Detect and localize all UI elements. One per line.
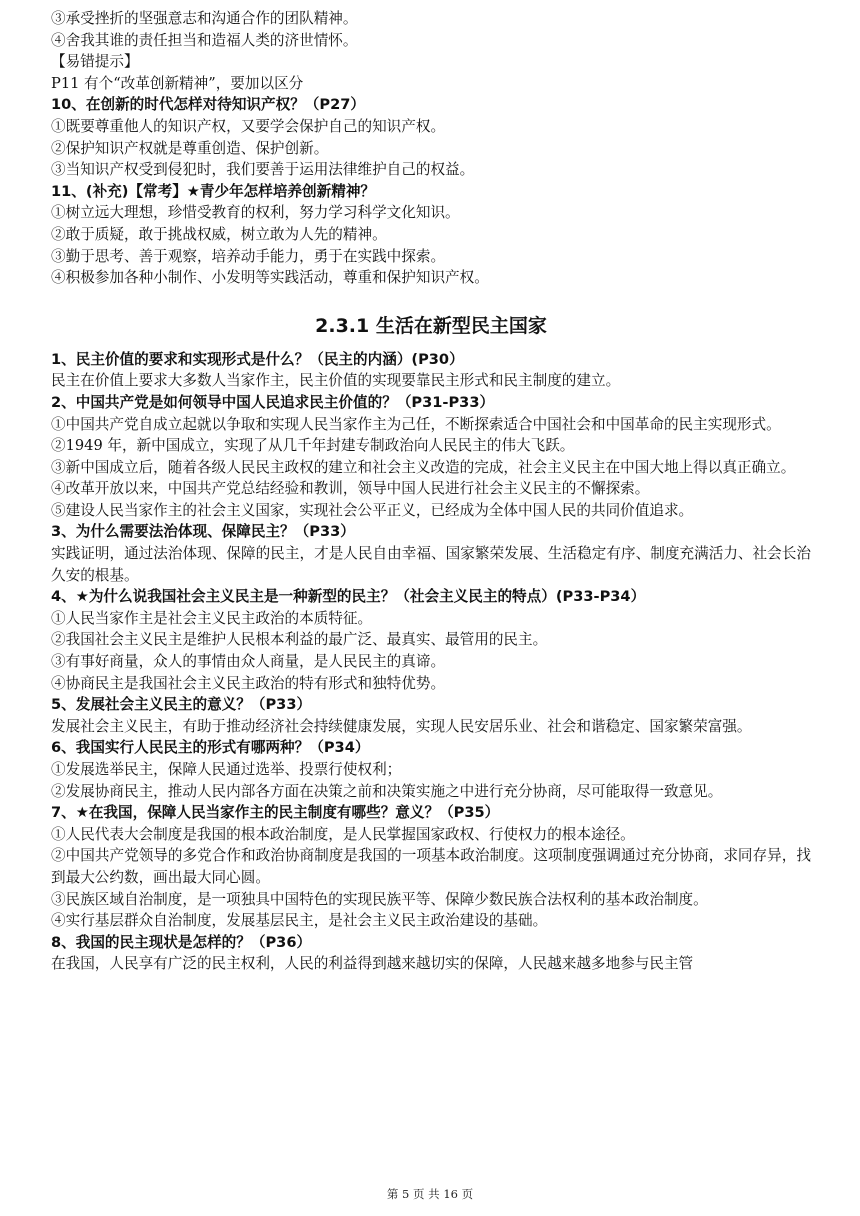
list-item: ③民族区域自治制度，是一项独具中国特色的实现民族平等、保障少数民族合法权利的基本政治制度。 <box>51 890 708 908</box>
list-item: ③勤于思考、善于观察，培养动手能力，勇于在实践中探索。 <box>51 247 446 265</box>
list-item: ①发展选举民主，保障人民通过选举、投票行使权利； <box>51 761 402 778</box>
answer-text: 在我国，人民享有广泛的民主权利，人民的利益得到越来越切实的保障，人民越来越多地参与民主管 <box>51 955 694 973</box>
question-title: 10、在创新的时代怎样对待知识产权？（P27） <box>51 96 366 114</box>
question-title: 3、为什么需要法治体现、保障民主？（P33） <box>51 523 355 541</box>
document-page <box>51 8 811 975</box>
question-title: 6、我国实行人民民主的形式有哪两种？（P34） <box>51 739 370 757</box>
tip-text: P11 有个“改革创新精神”，要加以区分 <box>51 74 304 92</box>
question-title: 2、中国共产党是如何领导中国人民追求民主价值的？（P31-P33） <box>51 393 495 411</box>
list-item: ③新中国成立后，随着各级人民民主政权的建立和社会主义改造的完成，社会主义民主在中国大地上得以真正确立。 <box>51 458 796 476</box>
question-title: 4、★为什么说我国社会主义民主是一种新型的民主？（社会主义民主的特点）(P33-P34） <box>51 588 646 606</box>
tip-label: 【易错提示】 <box>51 53 139 71</box>
question-title: 7、★在我国，保障人民当家作主的民主制度有哪些？意义？（P35） <box>51 804 500 822</box>
list-item: ④改革开放以来，中国共产党总结经验和教训，领导中国人民进行社会主义民主的不懈探索。 <box>51 480 650 498</box>
list-item: ⑤建设人民当家作主的社会主义国家，实现社会公平正义，已经成为全体中国人民的共同价值追求。 <box>51 501 694 519</box>
list-item: ②1949 年，新中国成立，实现了从几千年封建专制政治向人民民主的伟大飞跃。 <box>51 437 575 455</box>
list-item: ②保护知识产权就是尊重创造、保护创新。 <box>51 139 329 157</box>
list-item: ④积极参加各种小制作、小发明等实践活动，尊重和保护知识产权。 <box>51 269 489 287</box>
list-item: ③有事好商量，众人的事情由众人商量，是人民民主的真谛。 <box>51 653 446 671</box>
list-item: ④实行基层群众自治制度，发展基层民主，是社会主义民主政治建设的基础。 <box>51 912 548 930</box>
list-item: ①中国共产党自成立起就以争取和实现人民当家作主为己任，不断探索适合中国社会和中国革命的民主实现形式。 <box>51 415 781 433</box>
answer-text: 民主在价值上要求大多数人当家作主，民主价值的实现要靠民主形式和民主制度的建立。 <box>51 372 621 390</box>
list-item: ③当知识产权受到侵犯时，我们要善于运用法律维护自己的权益。 <box>51 161 475 179</box>
question-title: 5、发展社会主义民主的意义？（P33） <box>51 696 312 714</box>
list-item: ②中国共产党领导的多党合作和政治协商制度是我国的一项基本政治制度。这项制度强调通过充分协商，求同存异，找到最大公约数，画出最大同心圆。 <box>51 847 811 886</box>
question-title: 11、(补充)【常考】★青少年怎样培养创新精神？ <box>51 182 376 200</box>
list-item: ①既要尊重他人的知识产权，又要学会保护自己的知识产权。 <box>51 117 446 135</box>
question-title: 8、我国的民主现状是怎样的？（P36） <box>51 933 312 951</box>
list-item: ②我国社会主义民主是维护人民根本利益的最广泛、最真实、最管用的民主。 <box>51 631 548 649</box>
list-item: ①树立远大理想，珍惜受教育的权利，努力学习科学文化知识。 <box>51 204 460 222</box>
question-title: 1、民主价值的要求和实现形式是什么？（民主的内涵）(P30） <box>51 350 464 368</box>
list-item: ④协商民主是我国社会主义民主政治的特有形式和独特优势。 <box>51 674 446 692</box>
list-item: ②敢于质疑，敢于挑战权威，树立敢为人先的精神。 <box>51 225 387 243</box>
answer-text: 发展社会主义民主，有助于推动经济社会持续健康发展，实现人民安居乐业、社会和谐稳定、国家繁荣富强。 <box>51 717 752 735</box>
section-title: 2.3.1 生活在新型民主国家 <box>315 314 547 337</box>
list-item: ①人民当家作主是社会主义民主政治的本质特征。 <box>51 609 373 627</box>
answer-text: 实践证明，通过法治体现、保障的民主，才是人民自由幸福、国家繁荣发展、生活稳定有序、制度充满活力、社会长治久安的根基。 <box>51 545 811 584</box>
page-footer: 第 5 页 共 16 页 <box>386 1187 474 1201</box>
list-item: ①人民代表大会制度是我国的根本政治制度，是人民掌握国家政权、行使权力的根本途径。 <box>51 825 635 843</box>
list-item: ②发展协商民主，推动人民内部各方面在决策之前和决策实施之中进行充分协商，尽可能取得一致意见。 <box>51 782 723 800</box>
list-item: ④舍我其谁的责任担当和造福人类的济世情怀。 <box>51 31 358 49</box>
list-item: ③承受挫折的坚强意志和沟通合作的团队精神。 <box>51 10 358 27</box>
